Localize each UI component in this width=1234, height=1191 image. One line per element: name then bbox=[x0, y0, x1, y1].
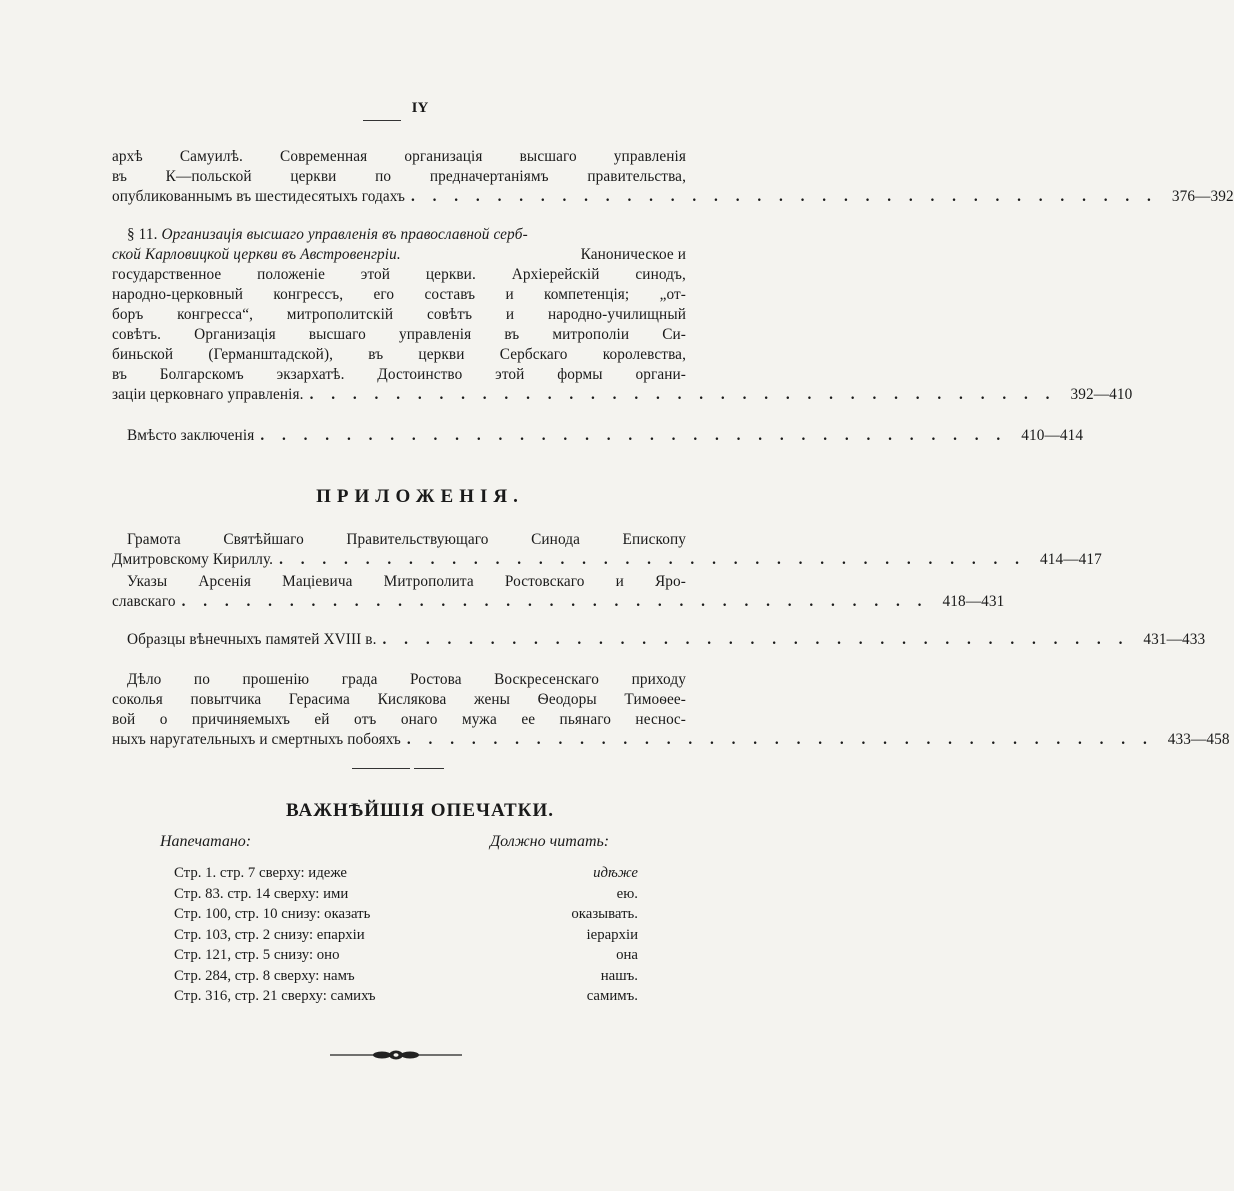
toc-entry-text: Вмѣсто заключенія bbox=[127, 427, 255, 444]
section-separator bbox=[352, 768, 410, 769]
toc-text-line: Грамота Святѣйшаго Правительствующаго Синода Епископу bbox=[127, 531, 686, 548]
page-range: 431—433 bbox=[1143, 631, 1206, 648]
page-range: 433—458 bbox=[1167, 731, 1230, 748]
toc-text-line: вой о причиняемыхъ ей отъ онаго мужа ее пьянаго несноc- bbox=[112, 711, 686, 728]
toc-section-11-line1 bbox=[127, 225, 686, 245]
section-title: ской Карловицкой церкви въ Австровенгріи. bbox=[112, 246, 401, 263]
toc-entry-text: заціи церковнаго управленія. bbox=[112, 386, 304, 403]
toc-entry-conclusion bbox=[127, 426, 1084, 446]
errata-printed: Стр. 100, стр. 10 снизу: оказать bbox=[174, 906, 371, 922]
section-separator bbox=[414, 768, 444, 769]
leader-dots: . . . . . . . . . . . . . . . . . . . . . . . . . . . . . . . . . . . bbox=[181, 593, 929, 610]
toc-text-line: Указы Арсенія Маціевича Митрополита Ростовскаго и Яро- bbox=[127, 573, 686, 590]
toc-entry-appendix-4 bbox=[112, 730, 1230, 750]
toc-entry-text: Дмитровскому Кириллу. bbox=[112, 551, 274, 568]
toc-text-line: соколья повытчика Герасима Кислякова жены Ѳеодоры Тимоѳеe- bbox=[112, 691, 686, 708]
errata-correct: іерархіи bbox=[586, 926, 638, 943]
page-range: 410—414 bbox=[1021, 427, 1084, 444]
errata-correct: она bbox=[616, 947, 638, 963]
toc-text-line: архѣ Самуилѣ. Современная организація высшаго управленія bbox=[112, 148, 686, 165]
leader-dots: . . . . . . . . . . . . . . . . . . . . . . . . . . . . . . . . . . . bbox=[382, 631, 1130, 648]
errata-correct: идѣже bbox=[593, 865, 638, 881]
errata-correct: самимъ. bbox=[586, 988, 638, 1004]
errata-should-read-label: Должно читать: bbox=[490, 833, 610, 850]
toc-text-line: народно-церковный конгрессъ, его составъ и компетенція; „от- bbox=[112, 286, 686, 303]
errata-printed: Стр. 121, стр. 5 снизу: оно bbox=[174, 947, 340, 963]
errata-heading: ВАЖНѢЙШІЯ ОПЕЧАТКИ. bbox=[286, 800, 554, 821]
toc-section-11-line2 bbox=[112, 245, 686, 265]
toc-entry-appendix-2 bbox=[112, 592, 1005, 612]
toc-text-fragment: Каноническое и bbox=[580, 246, 686, 263]
toc-entry-text: Образцы вѣнечныхъ памятей XVIII в. bbox=[127, 631, 377, 648]
toc-entry-text: славскаго bbox=[112, 593, 176, 610]
page-range: 376—392 bbox=[1171, 188, 1234, 205]
toc-text-line: въ Болгарскомъ экзархатѣ. Достоинство этой формы органи- bbox=[112, 366, 686, 383]
errata-printed: Стр. 316, стр. 21 сверху: самихъ bbox=[174, 988, 376, 1004]
toc-text-line: совѣтъ. Организація высшаго управленія въ митрополіи Си- bbox=[112, 326, 686, 343]
appendix-heading: ПРИЛОЖЕНІЯ. bbox=[316, 486, 524, 507]
leader-dots: . . . . . . . . . . . . . . . . . . . . . . . . . . . . . . . . . . . bbox=[309, 386, 1057, 403]
leader-dots: . . . . . . . . . . . . . . . . . . . . . . . . . . . . . . . . . . . bbox=[260, 427, 1008, 444]
ornament-divider-icon bbox=[330, 1048, 462, 1062]
toc-text-line: государственное положеніе этой церкви. Архіерейскій синодъ, bbox=[112, 266, 686, 283]
errata-correct: ею. bbox=[616, 885, 638, 902]
errata-printed-label: Напечатано: bbox=[160, 833, 252, 850]
toc-text-line: въ К—польской церкви по предначертаніямъ правительства, bbox=[112, 168, 686, 185]
toc-entry-para2 bbox=[112, 385, 1133, 405]
toc-entry-appendix-3 bbox=[127, 630, 1206, 650]
errata-printed: Стр. 284, стр. 8 сверху: намъ bbox=[174, 967, 355, 984]
section-mark: § 11. bbox=[127, 226, 158, 243]
leader-dots: . . . . . . . . . . . . . . . . . . . . . . . . . . . . . . . . . . . bbox=[279, 551, 1026, 568]
errata-correct: нашъ. bbox=[600, 967, 638, 984]
errata-correct-column bbox=[520, 863, 638, 1007]
page-number-rule bbox=[363, 120, 401, 121]
page-number: IY bbox=[411, 100, 429, 116]
leader-dots: . . . . . . . . . . . . . . . . . . . . . . . . . . . . . . . . . . . bbox=[410, 188, 1158, 205]
page-range: 418—431 bbox=[942, 593, 1005, 610]
toc-text-line: боръ конгресса“, митрополитскій совѣтъ и народно-училищный bbox=[112, 306, 686, 323]
errata-correct: оказывать. bbox=[571, 906, 638, 922]
toc-text-line: биньской (Германштадской), въ церкви Сербскаго королевства, bbox=[112, 346, 686, 363]
toc-entry-text: опубликованнымъ въ шестидесятыхъ годахъ bbox=[112, 188, 405, 205]
errata-printed: Стр. 83. стр. 14 сверху: ими bbox=[174, 885, 349, 902]
errata-printed-column bbox=[174, 863, 376, 1007]
toc-text-line: Дѣло по прошенію града Ростова Воскресенскаго приходу bbox=[127, 671, 686, 688]
section-title: Организація высшаго управленія въ православной серб- bbox=[161, 226, 528, 243]
errata-printed: Стр. 103, стр. 2 снизу: епархіи bbox=[174, 926, 365, 943]
toc-entry-text: ныхъ наругательныхъ и смертныхъ побояхъ bbox=[112, 731, 401, 748]
toc-entry-para1 bbox=[112, 187, 1234, 207]
page-range: 392—410 bbox=[1070, 386, 1133, 403]
page-range: 414—417 bbox=[1039, 551, 1102, 568]
errata-printed: Стр. 1. стр. 7 сверху: идеже bbox=[174, 865, 347, 881]
leader-dots: . . . . . . . . . . . . . . . . . . . . . . . . . . . . . . . . . . . bbox=[406, 731, 1154, 748]
toc-entry-appendix-1 bbox=[112, 550, 1102, 570]
